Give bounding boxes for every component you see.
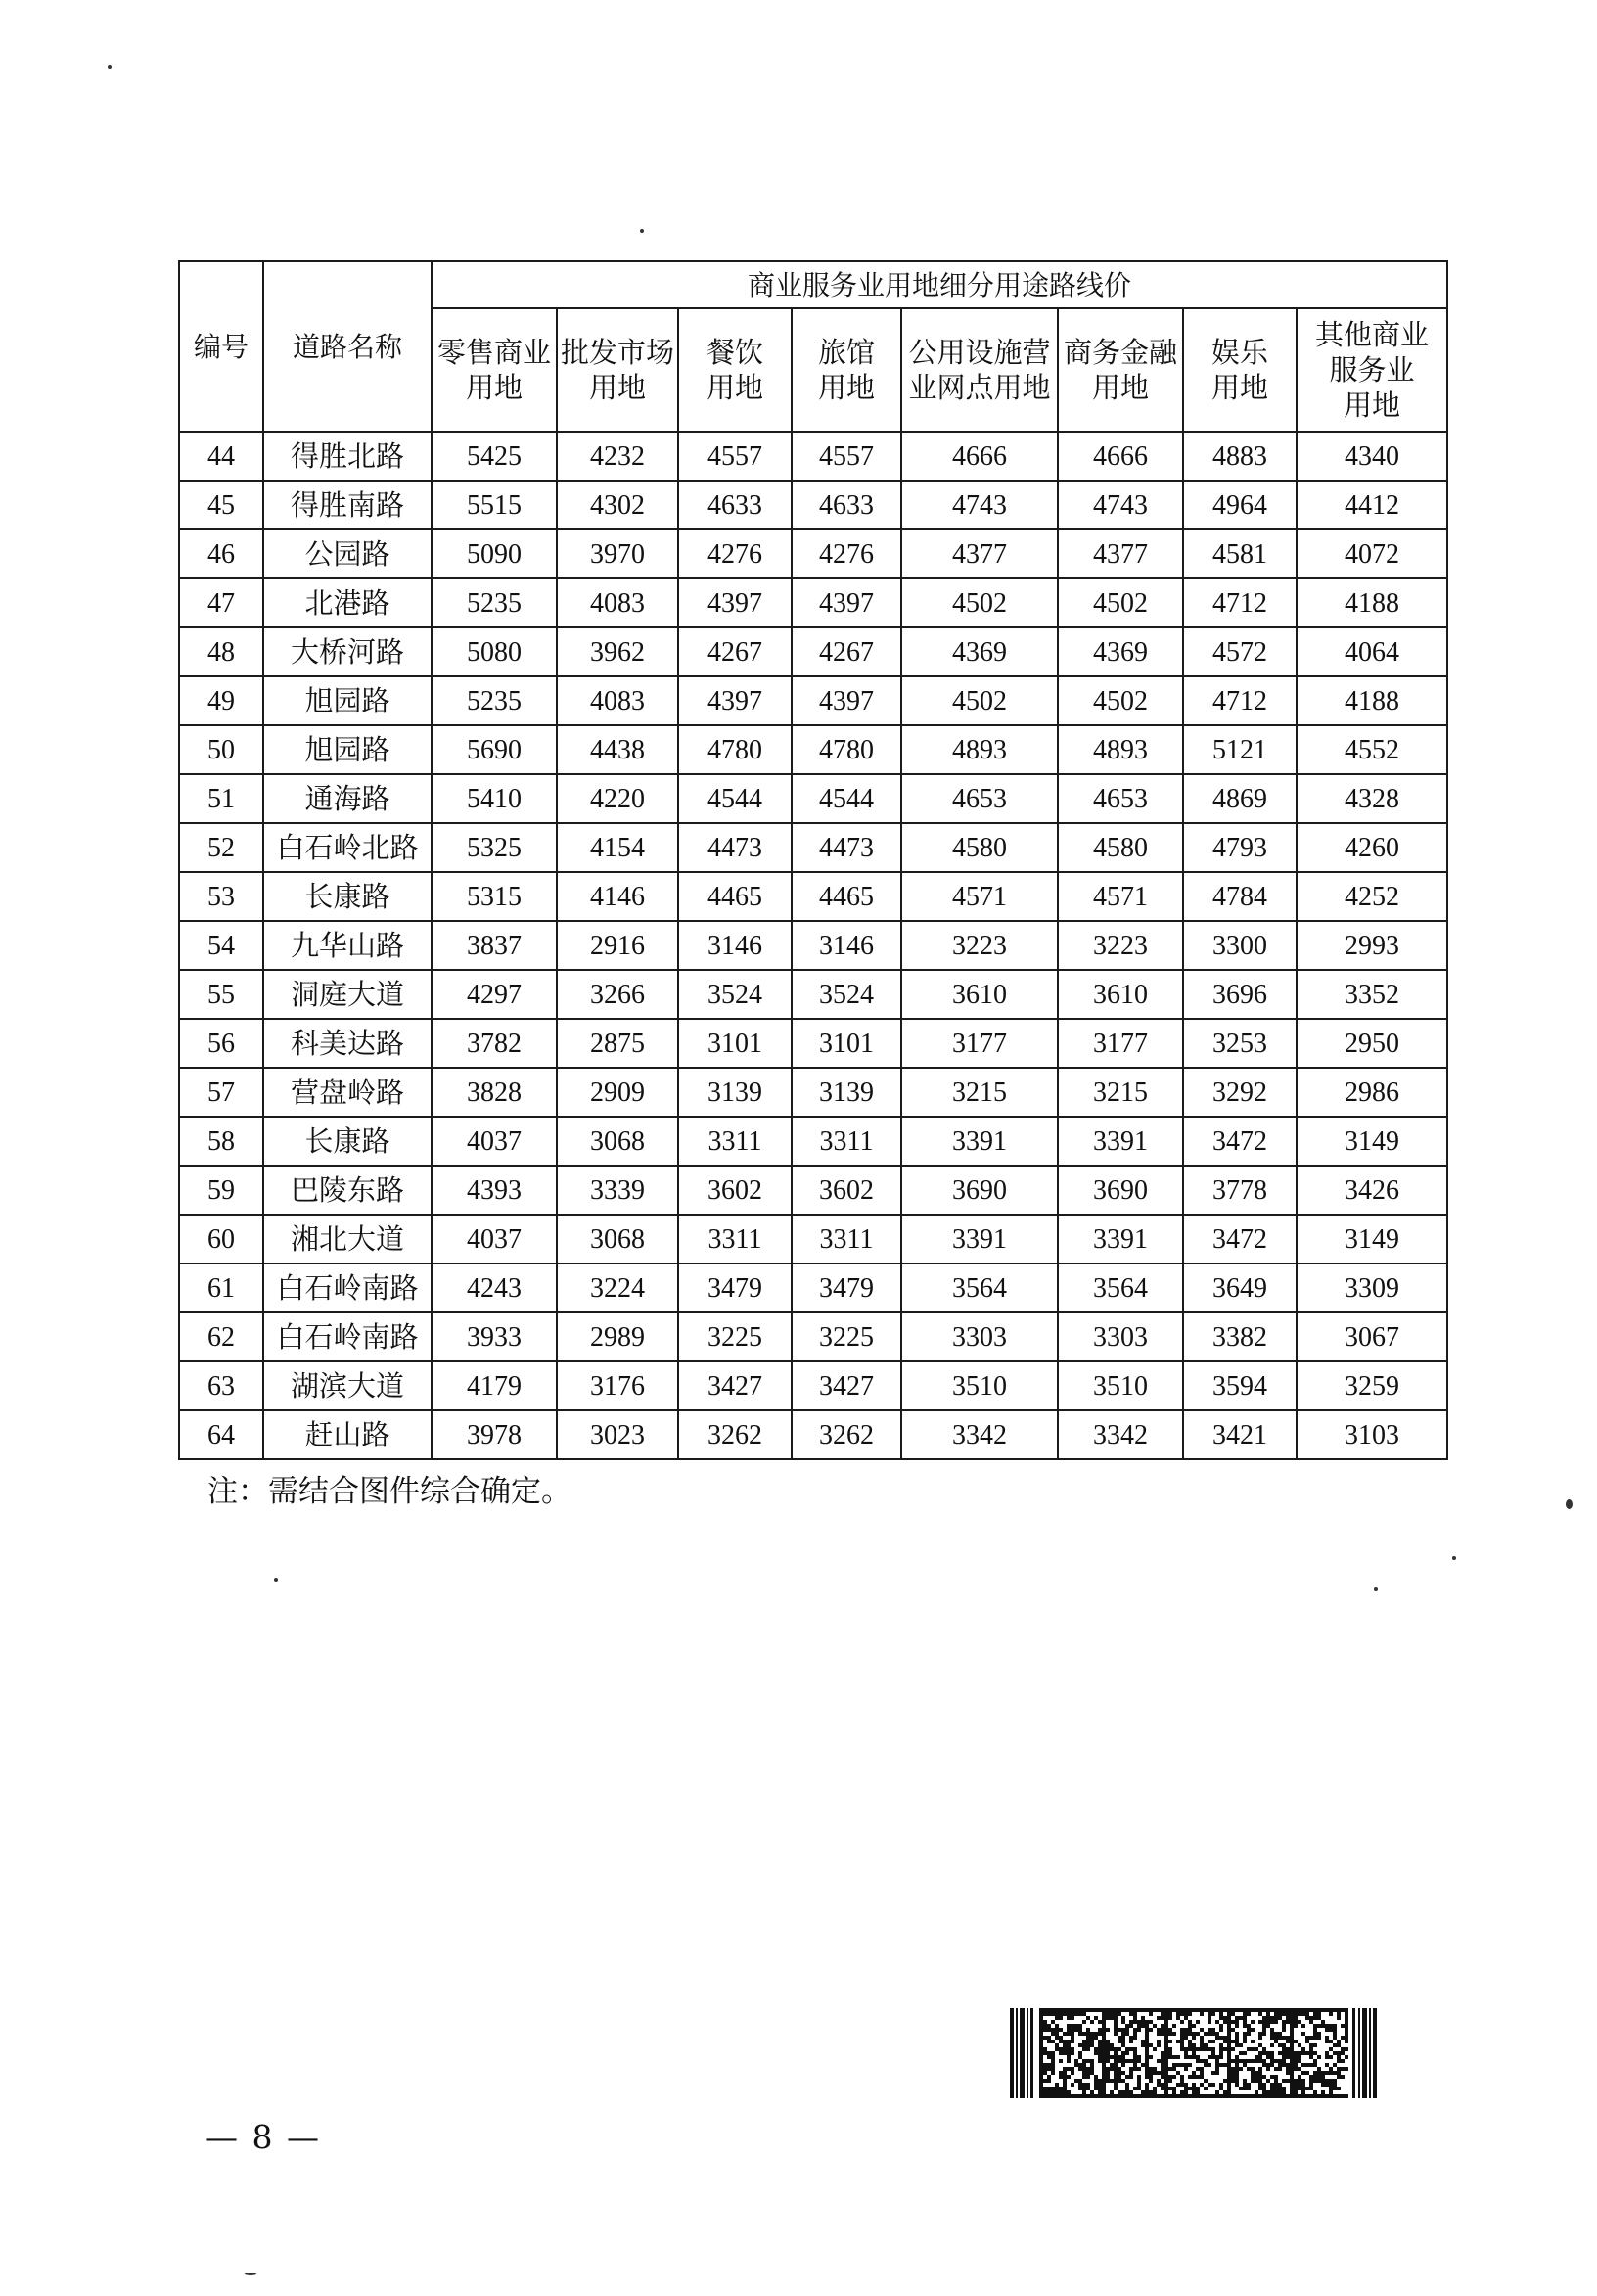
cell-other: 2986 xyxy=(1297,1068,1447,1117)
cell-other: 3352 xyxy=(1297,970,1447,1019)
cell-hotel: 3262 xyxy=(792,1410,901,1459)
cell-finance: 3391 xyxy=(1058,1215,1183,1263)
header-id: 编号 xyxy=(179,261,263,432)
cell-wholesale: 4302 xyxy=(557,481,678,529)
cell-other: 2993 xyxy=(1297,921,1447,970)
cell-retail: 4037 xyxy=(432,1215,557,1263)
cell-road-name: 得胜南路 xyxy=(263,481,432,529)
cell-other: 4188 xyxy=(1297,578,1447,627)
cell-wholesale: 4083 xyxy=(557,578,678,627)
cell-other: 4328 xyxy=(1297,774,1447,823)
cell-hotel: 3139 xyxy=(792,1068,901,1117)
cell-hotel: 4267 xyxy=(792,627,901,676)
table-row xyxy=(179,725,1447,774)
cell-public-outlets: 3510 xyxy=(901,1361,1058,1410)
cell-road-name: 洞庭大道 xyxy=(263,970,432,1019)
cell-other: 2950 xyxy=(1297,1019,1447,1068)
header-wholesale: 批发市场 用地 xyxy=(557,308,678,432)
cell-catering: 3225 xyxy=(678,1312,792,1361)
cell-hotel: 4276 xyxy=(792,529,901,578)
cell-finance: 4893 xyxy=(1058,725,1183,774)
cell-wholesale: 4220 xyxy=(557,774,678,823)
cell-wholesale: 2875 xyxy=(557,1019,678,1068)
cell-finance: 3303 xyxy=(1058,1312,1183,1361)
cell-entertainment: 5121 xyxy=(1183,725,1297,774)
table-body xyxy=(179,432,1447,1459)
cell-entertainment: 4869 xyxy=(1183,774,1297,823)
cell-finance: 4580 xyxy=(1058,823,1183,872)
cell-id: 61 xyxy=(179,1263,263,1312)
cell-catering: 4276 xyxy=(678,529,792,578)
cell-retail: 4179 xyxy=(432,1361,557,1410)
cell-hotel: 3311 xyxy=(792,1117,901,1166)
cell-road-name: 得胜北路 xyxy=(263,432,432,481)
cell-hotel: 4544 xyxy=(792,774,901,823)
cell-hotel: 3225 xyxy=(792,1312,901,1361)
cell-finance: 4502 xyxy=(1058,676,1183,725)
cell-other: 4340 xyxy=(1297,432,1447,481)
cell-retail: 5325 xyxy=(432,823,557,872)
table-row xyxy=(179,1166,1447,1215)
cell-road-name: 通海路 xyxy=(263,774,432,823)
cell-id: 56 xyxy=(179,1019,263,1068)
cell-hotel: 4397 xyxy=(792,676,901,725)
cell-public-outlets: 4502 xyxy=(901,676,1058,725)
cell-road-name: 旭园路 xyxy=(263,676,432,725)
cell-retail: 5315 xyxy=(432,872,557,921)
cell-finance: 4377 xyxy=(1058,529,1183,578)
cell-entertainment: 3472 xyxy=(1183,1215,1297,1263)
cell-finance: 3215 xyxy=(1058,1068,1183,1117)
table-row xyxy=(179,774,1447,823)
cell-retail: 4297 xyxy=(432,970,557,1019)
cell-road-name: 白石岭南路 xyxy=(263,1263,432,1312)
cell-catering: 3524 xyxy=(678,970,792,1019)
cell-finance: 4743 xyxy=(1058,481,1183,529)
barcode-image xyxy=(1008,2008,1378,2098)
scan-speck xyxy=(640,229,644,233)
cell-hotel: 3524 xyxy=(792,970,901,1019)
header-catering: 餐饮 用地 xyxy=(678,308,792,432)
cell-public-outlets: 3391 xyxy=(901,1117,1058,1166)
cell-public-outlets: 4743 xyxy=(901,481,1058,529)
scan-speck xyxy=(245,2273,256,2275)
cell-finance: 3690 xyxy=(1058,1166,1183,1215)
table-note: 注：需结合图件综合确定。 xyxy=(207,1474,571,1509)
cell-road-name: 白石岭北路 xyxy=(263,823,432,872)
cell-catering: 4397 xyxy=(678,578,792,627)
cell-retail: 3933 xyxy=(432,1312,557,1361)
cell-hotel: 3146 xyxy=(792,921,901,970)
scan-speck xyxy=(108,65,112,69)
cell-wholesale: 4154 xyxy=(557,823,678,872)
cell-catering: 4267 xyxy=(678,627,792,676)
cell-road-name: 大桥河路 xyxy=(263,627,432,676)
cell-id: 57 xyxy=(179,1068,263,1117)
header-entertainment: 娱乐 用地 xyxy=(1183,308,1297,432)
cell-id: 59 xyxy=(179,1166,263,1215)
cell-other: 4064 xyxy=(1297,627,1447,676)
cell-finance: 3223 xyxy=(1058,921,1183,970)
table-row xyxy=(179,1361,1447,1410)
cell-id: 52 xyxy=(179,823,263,872)
cell-catering: 3146 xyxy=(678,921,792,970)
cell-finance: 3177 xyxy=(1058,1019,1183,1068)
cell-other: 3309 xyxy=(1297,1263,1447,1312)
cell-other: 3259 xyxy=(1297,1361,1447,1410)
cell-hotel: 4465 xyxy=(792,872,901,921)
cell-finance: 4571 xyxy=(1058,872,1183,921)
cell-wholesale: 3339 xyxy=(557,1166,678,1215)
cell-finance: 4369 xyxy=(1058,627,1183,676)
cell-public-outlets: 4369 xyxy=(901,627,1058,676)
cell-road-name: 长康路 xyxy=(263,872,432,921)
cell-catering: 4633 xyxy=(678,481,792,529)
cell-other: 3103 xyxy=(1297,1410,1447,1459)
cell-entertainment: 3472 xyxy=(1183,1117,1297,1166)
cell-id: 46 xyxy=(179,529,263,578)
cell-retail: 5090 xyxy=(432,529,557,578)
cell-id: 50 xyxy=(179,725,263,774)
cell-finance: 3342 xyxy=(1058,1410,1183,1459)
cell-retail: 3828 xyxy=(432,1068,557,1117)
cell-entertainment: 4581 xyxy=(1183,529,1297,578)
cell-road-name: 长康路 xyxy=(263,1117,432,1166)
cell-wholesale: 4438 xyxy=(557,725,678,774)
cell-catering: 4473 xyxy=(678,823,792,872)
cell-public-outlets: 3342 xyxy=(901,1410,1058,1459)
cell-catering: 4780 xyxy=(678,725,792,774)
scan-speck xyxy=(1566,1499,1573,1509)
cell-other: 3149 xyxy=(1297,1215,1447,1263)
cell-entertainment: 4712 xyxy=(1183,676,1297,725)
cell-other: 3067 xyxy=(1297,1312,1447,1361)
cell-entertainment: 3696 xyxy=(1183,970,1297,1019)
cell-public-outlets: 4502 xyxy=(901,578,1058,627)
table-row xyxy=(179,1068,1447,1117)
cell-hotel: 4780 xyxy=(792,725,901,774)
cell-road-name: 九华山路 xyxy=(263,921,432,970)
cell-finance: 4666 xyxy=(1058,432,1183,481)
cell-retail: 3978 xyxy=(432,1410,557,1459)
table-header-row-1 xyxy=(179,261,1447,308)
cell-catering: 3311 xyxy=(678,1215,792,1263)
table-row xyxy=(179,1215,1447,1263)
cell-id: 58 xyxy=(179,1117,263,1166)
table-row xyxy=(179,432,1447,481)
cell-retail: 5410 xyxy=(432,774,557,823)
cell-road-name: 巴陵东路 xyxy=(263,1166,432,1215)
cell-wholesale: 3224 xyxy=(557,1263,678,1312)
cell-hotel: 4473 xyxy=(792,823,901,872)
cell-hotel: 3602 xyxy=(792,1166,901,1215)
cell-road-name: 旭园路 xyxy=(263,725,432,774)
cell-finance: 3564 xyxy=(1058,1263,1183,1312)
cell-finance: 3391 xyxy=(1058,1117,1183,1166)
cell-other: 4412 xyxy=(1297,481,1447,529)
cell-entertainment: 3778 xyxy=(1183,1166,1297,1215)
cell-id: 51 xyxy=(179,774,263,823)
header-finance: 商务金融 用地 xyxy=(1058,308,1183,432)
cell-catering: 3602 xyxy=(678,1166,792,1215)
cell-id: 48 xyxy=(179,627,263,676)
cell-hotel: 3479 xyxy=(792,1263,901,1312)
cell-wholesale: 3023 xyxy=(557,1410,678,1459)
cell-catering: 3427 xyxy=(678,1361,792,1410)
cell-public-outlets: 3564 xyxy=(901,1263,1058,1312)
cell-finance: 3610 xyxy=(1058,970,1183,1019)
header-road-name: 道路名称 xyxy=(263,261,432,432)
table-row xyxy=(179,1410,1447,1459)
page-number: — 8 — xyxy=(205,2118,321,2156)
cell-other: 4260 xyxy=(1297,823,1447,872)
header-public-outlets: 公用设施营 业网点用地 xyxy=(901,308,1058,432)
cell-catering: 4397 xyxy=(678,676,792,725)
cell-retail: 4393 xyxy=(432,1166,557,1215)
cell-other: 3149 xyxy=(1297,1117,1447,1166)
cell-road-name: 科美达路 xyxy=(263,1019,432,1068)
table-row xyxy=(179,1263,1447,1312)
cell-entertainment: 3594 xyxy=(1183,1361,1297,1410)
cell-entertainment: 4964 xyxy=(1183,481,1297,529)
cell-retail: 5690 xyxy=(432,725,557,774)
cell-id: 53 xyxy=(179,872,263,921)
cell-wholesale: 2916 xyxy=(557,921,678,970)
cell-entertainment: 3382 xyxy=(1183,1312,1297,1361)
cell-id: 47 xyxy=(179,578,263,627)
cell-catering: 3262 xyxy=(678,1410,792,1459)
table-row xyxy=(179,823,1447,872)
cell-retail: 5515 xyxy=(432,481,557,529)
cell-retail: 5425 xyxy=(432,432,557,481)
cell-road-name: 白石岭南路 xyxy=(263,1312,432,1361)
cell-retail: 5235 xyxy=(432,578,557,627)
cell-other: 3426 xyxy=(1297,1166,1447,1215)
cell-hotel: 3101 xyxy=(792,1019,901,1068)
scan-speck xyxy=(1452,1556,1456,1560)
cell-catering: 3479 xyxy=(678,1263,792,1312)
cell-catering: 4544 xyxy=(678,774,792,823)
cell-finance: 3510 xyxy=(1058,1361,1183,1410)
cell-other: 4552 xyxy=(1297,725,1447,774)
cell-wholesale: 2909 xyxy=(557,1068,678,1117)
cell-finance: 4502 xyxy=(1058,578,1183,627)
cell-public-outlets: 4893 xyxy=(901,725,1058,774)
cell-entertainment: 3649 xyxy=(1183,1263,1297,1312)
cell-entertainment: 4712 xyxy=(1183,578,1297,627)
table-row xyxy=(179,970,1447,1019)
cell-road-name: 营盘岭路 xyxy=(263,1068,432,1117)
cell-entertainment: 3253 xyxy=(1183,1019,1297,1068)
cell-retail: 4037 xyxy=(432,1117,557,1166)
cell-id: 45 xyxy=(179,481,263,529)
cell-wholesale: 3266 xyxy=(557,970,678,1019)
cell-other: 4188 xyxy=(1297,676,1447,725)
cell-id: 64 xyxy=(179,1410,263,1459)
cell-road-name: 湘北大道 xyxy=(263,1215,432,1263)
cell-road-name: 北港路 xyxy=(263,578,432,627)
cell-entertainment: 3300 xyxy=(1183,921,1297,970)
cell-public-outlets: 3303 xyxy=(901,1312,1058,1361)
table-row xyxy=(179,921,1447,970)
table-row xyxy=(179,1117,1447,1166)
cell-other: 4252 xyxy=(1297,872,1447,921)
cell-public-outlets: 4571 xyxy=(901,872,1058,921)
cell-hotel: 4557 xyxy=(792,432,901,481)
cell-finance: 4653 xyxy=(1058,774,1183,823)
cell-road-name: 赶山路 xyxy=(263,1410,432,1459)
cell-retail: 5235 xyxy=(432,676,557,725)
cell-entertainment: 3292 xyxy=(1183,1068,1297,1117)
table-row xyxy=(179,676,1447,725)
table-row xyxy=(179,627,1447,676)
cell-retail: 4243 xyxy=(432,1263,557,1312)
cell-id: 55 xyxy=(179,970,263,1019)
cell-road-name: 湖滨大道 xyxy=(263,1361,432,1410)
cell-entertainment: 4883 xyxy=(1183,432,1297,481)
cell-road-name: 公园路 xyxy=(263,529,432,578)
table-row xyxy=(179,578,1447,627)
cell-hotel: 3311 xyxy=(792,1215,901,1263)
header-other: 其他商业 服务业 用地 xyxy=(1297,308,1447,432)
scan-speck xyxy=(274,1578,278,1582)
cell-hotel: 4397 xyxy=(792,578,901,627)
table-row xyxy=(179,872,1447,921)
cell-id: 49 xyxy=(179,676,263,725)
header-retail: 零售商业 用地 xyxy=(432,308,557,432)
cell-public-outlets: 3391 xyxy=(901,1215,1058,1263)
cell-entertainment: 4793 xyxy=(1183,823,1297,872)
cell-id: 62 xyxy=(179,1312,263,1361)
table-row xyxy=(179,1312,1447,1361)
cell-catering: 3101 xyxy=(678,1019,792,1068)
cell-id: 44 xyxy=(179,432,263,481)
cell-id: 63 xyxy=(179,1361,263,1410)
cell-wholesale: 3068 xyxy=(557,1215,678,1263)
cell-wholesale: 3176 xyxy=(557,1361,678,1410)
cell-retail: 3837 xyxy=(432,921,557,970)
cell-wholesale: 3962 xyxy=(557,627,678,676)
cell-public-outlets: 4377 xyxy=(901,529,1058,578)
cell-public-outlets: 4580 xyxy=(901,823,1058,872)
road-price-table xyxy=(178,260,1448,1460)
cell-entertainment: 3421 xyxy=(1183,1410,1297,1459)
cell-wholesale: 4232 xyxy=(557,432,678,481)
cell-wholesale: 3970 xyxy=(557,529,678,578)
cell-retail: 3782 xyxy=(432,1019,557,1068)
cell-catering: 3311 xyxy=(678,1117,792,1166)
header-hotel: 旅馆 用地 xyxy=(792,308,901,432)
scan-speck xyxy=(1374,1587,1378,1591)
cell-wholesale: 2989 xyxy=(557,1312,678,1361)
cell-public-outlets: 3177 xyxy=(901,1019,1058,1068)
cell-id: 54 xyxy=(179,921,263,970)
table-row xyxy=(179,1019,1447,1068)
cell-wholesale: 4083 xyxy=(557,676,678,725)
cell-public-outlets: 4653 xyxy=(901,774,1058,823)
cell-catering: 4465 xyxy=(678,872,792,921)
cell-public-outlets: 3215 xyxy=(901,1068,1058,1117)
cell-other: 4072 xyxy=(1297,529,1447,578)
cell-retail: 5080 xyxy=(432,627,557,676)
cell-wholesale: 3068 xyxy=(557,1117,678,1166)
header-group: 商业服务业用地细分用途路线价 xyxy=(432,261,1447,308)
cell-hotel: 4633 xyxy=(792,481,901,529)
cell-entertainment: 4572 xyxy=(1183,627,1297,676)
table-row xyxy=(179,529,1447,578)
cell-catering: 4557 xyxy=(678,432,792,481)
cell-catering: 3139 xyxy=(678,1068,792,1117)
cell-entertainment: 4784 xyxy=(1183,872,1297,921)
cell-id: 60 xyxy=(179,1215,263,1263)
table-row xyxy=(179,481,1447,529)
cell-wholesale: 4146 xyxy=(557,872,678,921)
cell-public-outlets: 3690 xyxy=(901,1166,1058,1215)
cell-hotel: 3427 xyxy=(792,1361,901,1410)
cell-public-outlets: 3223 xyxy=(901,921,1058,970)
cell-public-outlets: 4666 xyxy=(901,432,1058,481)
cell-public-outlets: 3610 xyxy=(901,970,1058,1019)
